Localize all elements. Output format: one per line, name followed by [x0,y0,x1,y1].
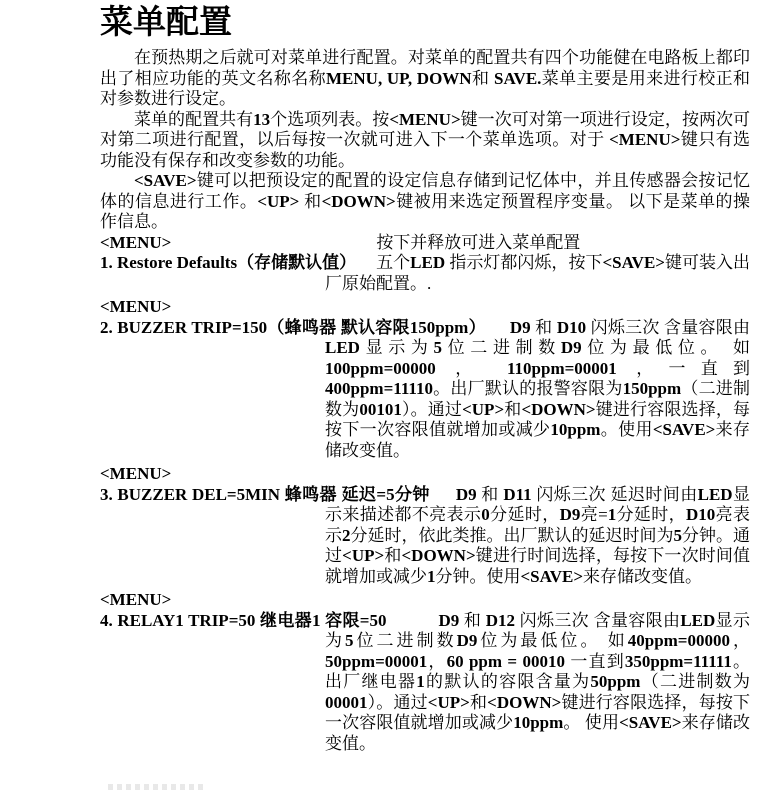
page-title: 菜单配置 [100,5,232,41]
menu-key-row [100,297,750,318]
menu-item-restore-defaults [100,253,750,294]
menu-key-label: <MENU> [100,464,172,483]
menu-key-label: <MENU> [100,590,172,609]
intro-paragraph-3: <SAVE>键可以把预设定的配置的设定信息存储到记忆体中，并且传感器会按记忆体的信息进行工作。<UP> 和<DOWN>键被用来选定预置程序变量。 以下是菜单的操作信息。 [100,171,751,231]
menu-key-description: 按下并释放可进入菜单配置 [376,232,581,252]
item-description: D9 和 D12 闪烁三次 含量容限由LED显示为5位二进制数D9位为最低位。 如40ppm=00000，50ppm=00001，60 ppm = 00010 一直到350ppm=11111。出厂继电器1的默认的容限含量为50ppm（二进制数为00001）。通过<UP>和<DOWN>键进行容限选择，每按下一次容限值就增加或减少10ppm。 使用<SAVE>来存储改变值。 [325,610,751,753]
menu-item-buzzer-trip [100,318,750,462]
item-label: 2. BUZZER TRIP=150（蜂鸣器 默认容限150ppm） [100,317,486,337]
menu-key-row [100,590,750,611]
menu-item-relay1-trip [100,611,750,755]
column-gap [430,499,456,500]
item-description: 五个LED 指示灯都闪烁，按下<SAVE>键可装入出厂原始配置。. [325,253,751,293]
column-gap [171,247,376,248]
column-gap [486,332,510,333]
intro-paragraph-1: 在预热期之后就可对菜单进行配置。对菜单的配置共有四个功能健在电路板上都印出了相应功能的英文名称名称MENU, UP, DOWN和 SAVE.菜单主要是用来进行校正和对参数进行设定。 [100,48,751,108]
item-label: 3. BUZZER DEL=5MIN 蜂鸣器 延迟=5分钟 [100,484,430,504]
menu-key-row [100,233,750,254]
watermark [108,784,203,790]
column-gap [386,625,438,626]
column-gap [356,267,376,268]
item-description: D9 和 D10 闪烁三次 含量容限由LED显示为5位二进制数D9位为最低位。 如100ppm=00000 ， 110ppm=00001 ，一直到400ppm=11110。出厂默认的报警容限为150ppm（二进制数为00101）。通过<UP>和<DOWN>键进行容限选择，每按下一次容限值就增加或减少10ppm。使用<SAVE>来存储改变值。 [325,317,751,460]
menu-key-label: <MENU> [100,232,172,252]
item-label: 4. RELAY1 TRIP=50 继电器1 容限=50 [100,610,387,630]
item-description: D9 和 D11 闪烁三次 延迟时间由LED显示来描述都不亮表示0分延时，D9亮=1分延时，D10亮表示2分延时，依此类推。出厂默认的延迟时间为5分钟。通过<UP>和<DOWN>键进行时间选择，每按下一次时间值就增加或减少1分钟。使用<SAVE>来存储改变值。 [325,484,751,586]
intro-paragraph-2: 菜单的配置共有13个选项列表。按<MENU>键一次可对第一项进行设定，按两次可对第二项进行配置，以后每按一次就可进入下一个菜单选项。对于 <MENU>键只有选功能没有保存和改变参数的功能。 [100,109,751,170]
document-content [100,4,750,754]
menu-key-row [100,464,750,485]
menu-key-label: <MENU> [100,297,172,316]
item-label: 1. Restore Defaults（存储默认值） [100,253,357,272]
menu-item-buzzer-delay [100,485,750,588]
